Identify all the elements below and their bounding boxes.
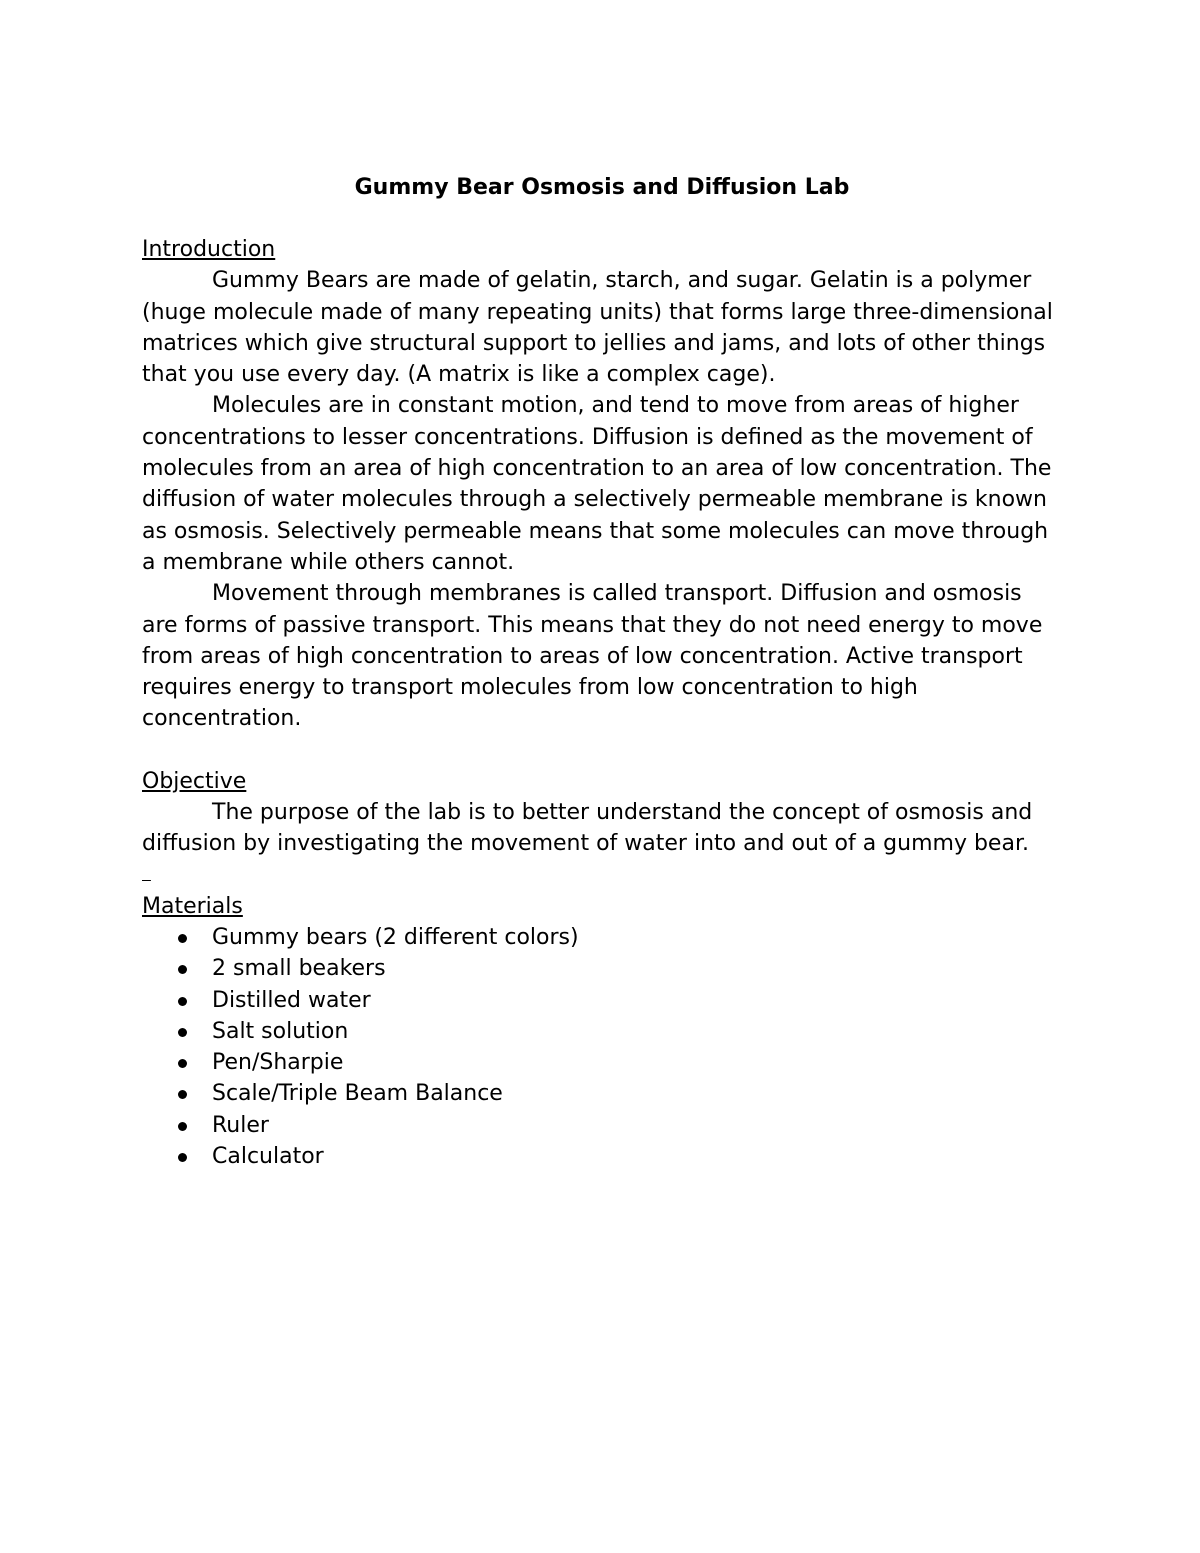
bullet-icon xyxy=(178,1153,187,1162)
bullet-icon xyxy=(178,1122,187,1131)
list-item-text: Distilled water xyxy=(212,987,371,1013)
list-item-text: Calculator xyxy=(212,1144,324,1170)
bullet-icon xyxy=(178,1028,187,1037)
introduction-paragraph: Gummy Bears are made of gelatin, starch, and sugar. Gelatin is a polymer (huge molecule made of many repeating units) that forms large three-dimensional matrices which give structural support to jellies and jams, and lots of other things that you use every day. (A matrix is like a complex cage). xyxy=(142,268,1053,388)
list-item-text: Gummy bears (2 different colors) xyxy=(212,924,579,950)
blank-line xyxy=(142,735,1062,766)
bullet-icon xyxy=(178,1059,187,1068)
list-item-text: 2 small beakers xyxy=(212,956,386,982)
list-item xyxy=(142,922,1062,953)
list-item-text: Pen/Sharpie xyxy=(212,1050,344,1076)
document-body xyxy=(142,172,1062,1172)
bullet-icon xyxy=(178,1090,187,1099)
materials-section xyxy=(142,891,1062,1173)
bullet-icon xyxy=(178,934,187,943)
introduction-paragraph: Movement through membranes is called transport. Diffusion and osmosis are forms of passive transport. This means that they do not need energy to move from areas of high concentration to areas of low concentration. Active transport requires energy to transport molecules from low concentration to high concentration. xyxy=(142,581,1043,732)
document-title: Gummy Bear Osmosis and Diffusion Lab xyxy=(354,175,850,200)
objective-section xyxy=(142,766,1062,860)
list-item-text: Ruler xyxy=(212,1112,269,1138)
objective-paragraph: The purpose of the lab is to better understand the concept of osmosis and diffusion by investigating the movement of water into and out of a gummy bear. xyxy=(142,800,1033,857)
list-item xyxy=(142,1047,1062,1078)
introduction-paragraph: Molecules are in constant motion, and tend to move from areas of higher concentrations to lesser concentrations. Diffusion is defined as the movement of molecules from an area of high concentration to an area of low concentration. The diffusion of water molecules through a selectively permeable membrane is known as osmosis. Selectively permeable means that some molecules can move through a membrane while others cannot. xyxy=(142,393,1052,575)
bullet-icon xyxy=(178,997,187,1006)
materials-list xyxy=(142,922,1062,1172)
list-item xyxy=(142,1141,1062,1172)
bullet-icon xyxy=(178,965,187,974)
list-item-text: Scale/Triple Beam Balance xyxy=(212,1081,503,1107)
introduction-heading: Introduction xyxy=(142,237,276,262)
materials-heading: Materials xyxy=(142,893,243,919)
list-item xyxy=(142,953,1062,984)
list-item xyxy=(142,985,1062,1016)
objective-heading: Objective xyxy=(142,768,247,794)
list-item xyxy=(142,1016,1062,1047)
list-item xyxy=(142,1078,1062,1109)
introduction-section xyxy=(142,234,1062,735)
list-item-text: Salt solution xyxy=(212,1018,349,1044)
empty-underlined-line xyxy=(142,860,1062,891)
list-item xyxy=(142,1110,1062,1141)
